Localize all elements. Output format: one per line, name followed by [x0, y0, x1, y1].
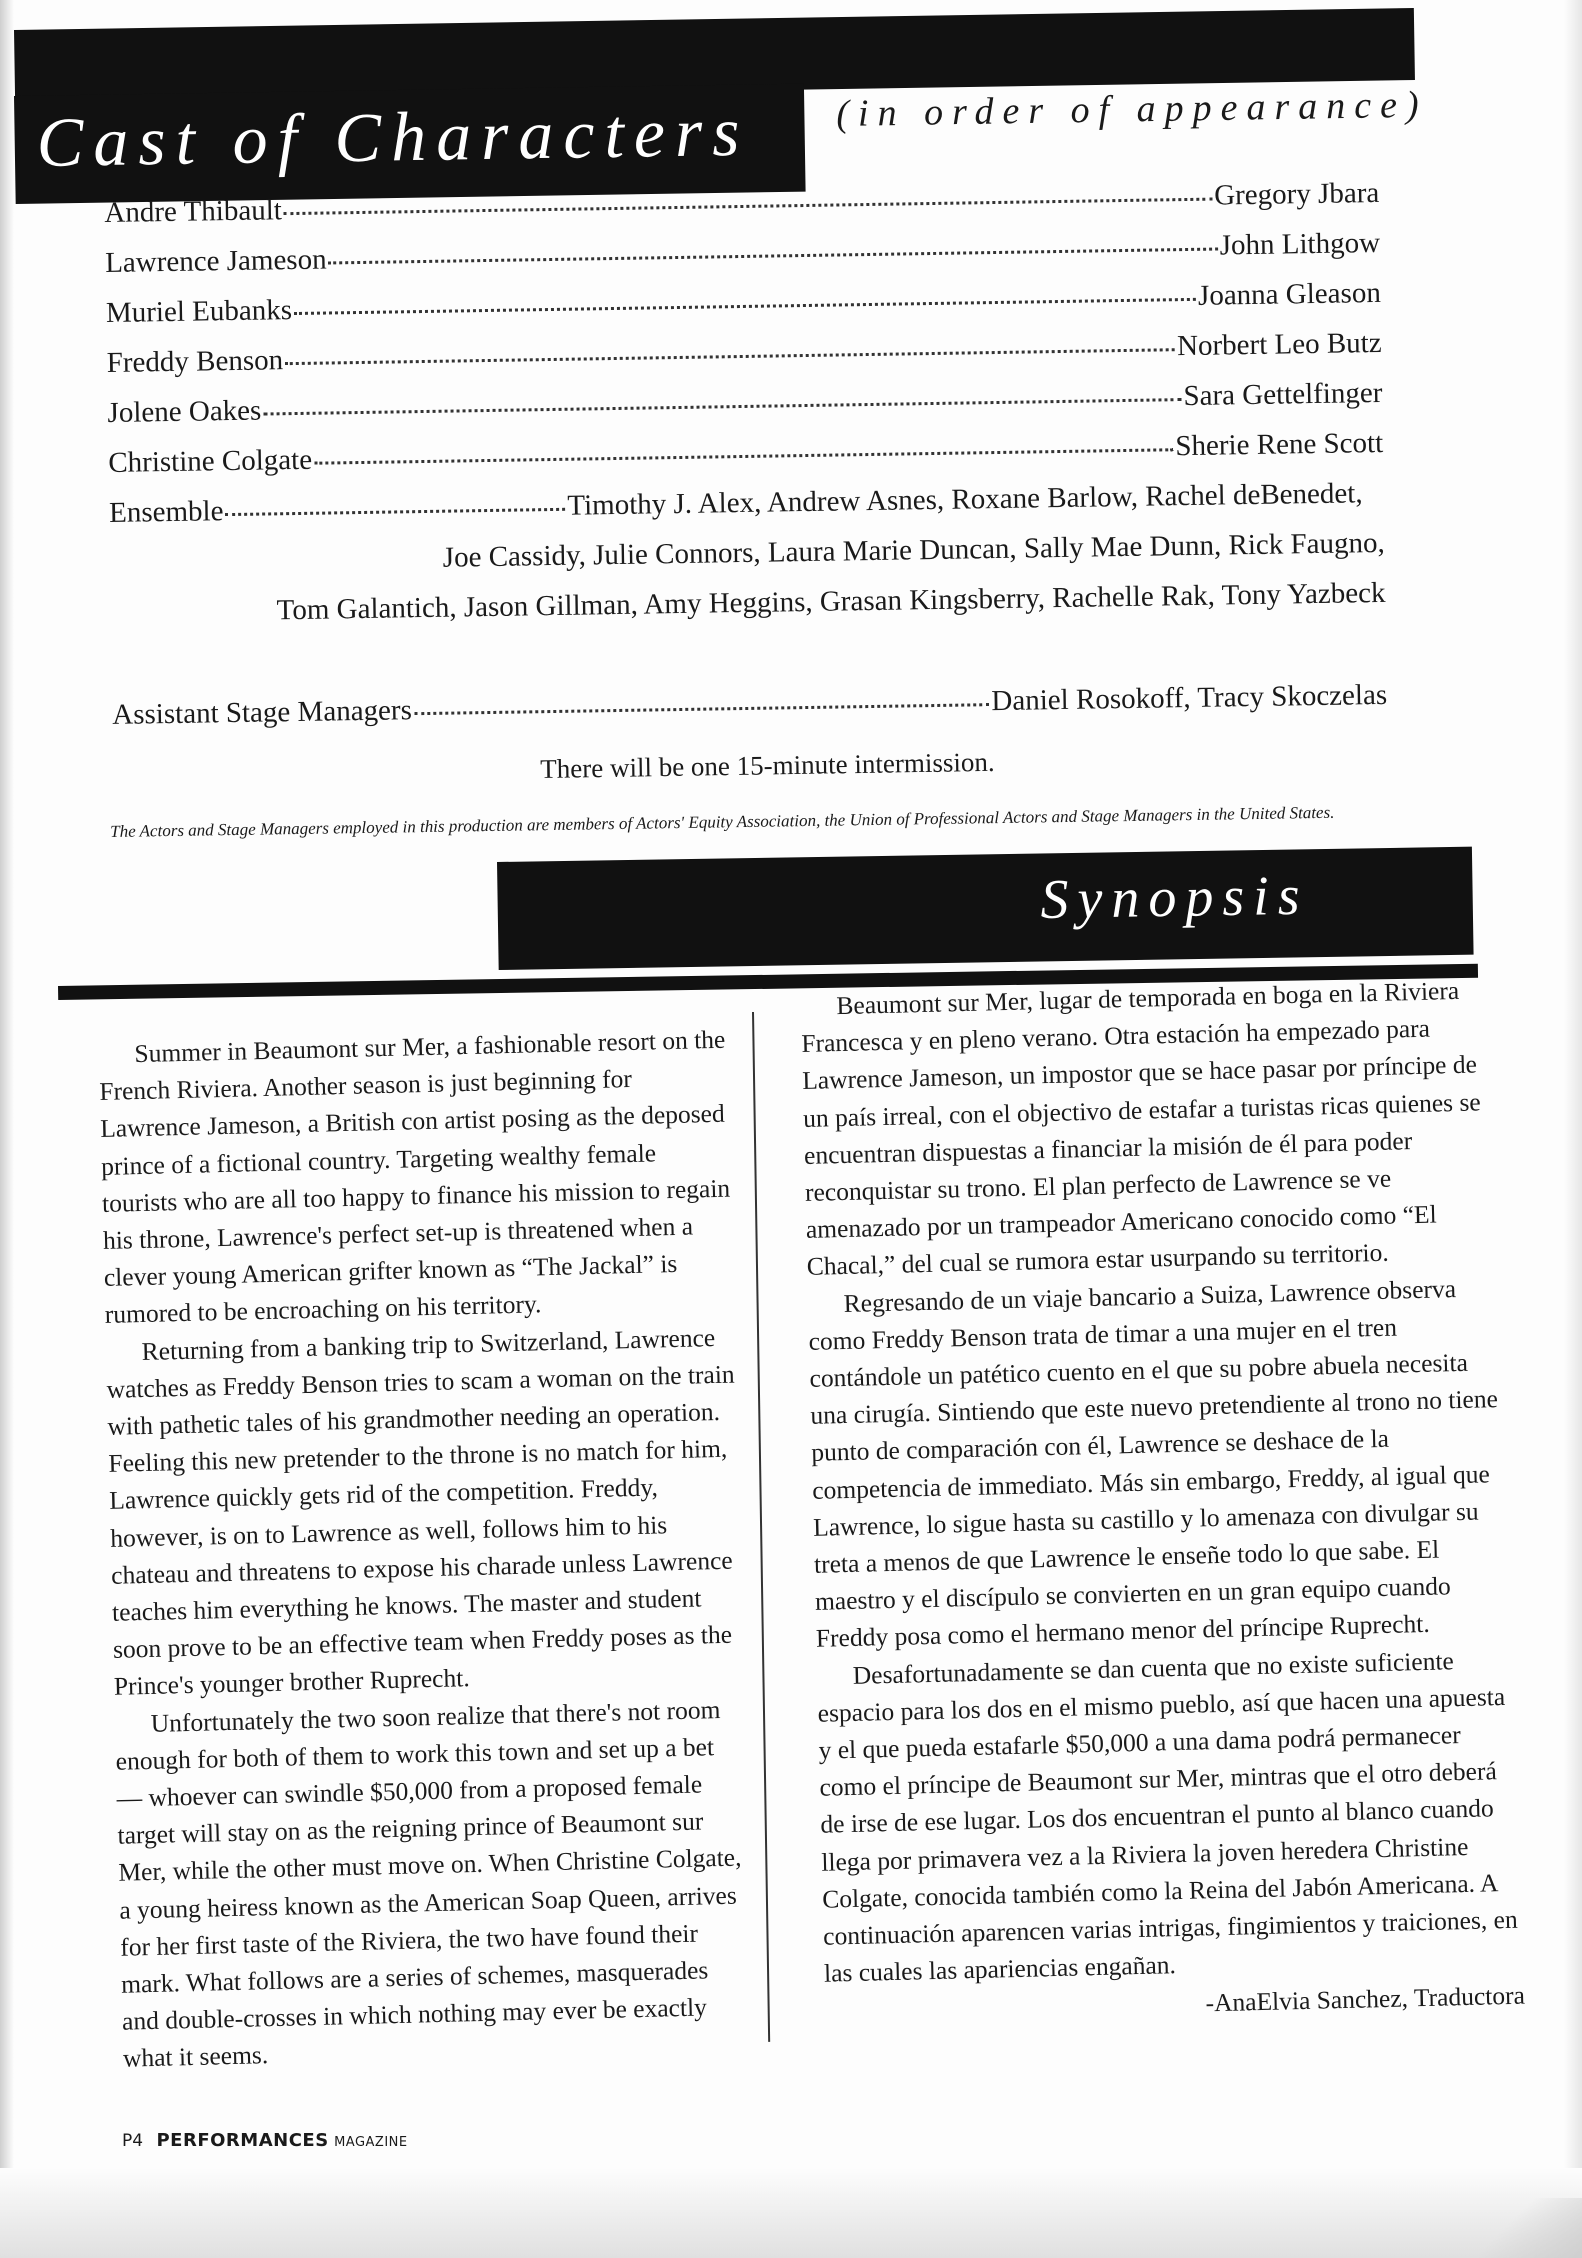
ensemble-line-1: Timothy J. Alex, Andrew Asnes, Roxane Barlow, Rachel deBenedet, [567, 477, 1363, 522]
ensemble-line-2: Joe Cassidy, Julie Connors, Laura Marie Duncan, Sally Mae Dunn, Rick Faugno, [442, 526, 1385, 574]
leader-dots [414, 702, 990, 715]
translator-credit: -AnaElvia Sanchez, Traductora [1205, 1981, 1526, 2018]
magazine-name: PERFORMANCES [156, 2130, 329, 2151]
cast-role: Freddy Benson [106, 344, 284, 379]
cast-list [104, 168, 1388, 740]
synopsis-spanish-column [800, 971, 1525, 2031]
page-footer [122, 2130, 408, 2151]
scan-edge-left [0, 0, 14, 2258]
leader-dots [285, 347, 1175, 365]
intermission-note: There will be one 15-minute intermission. [540, 746, 995, 784]
synopsis-paragraph: Unfortunately the two soon realize that there's not room enough for both of them to work this town and set up a bet — whoever can swindle $50,000 from a proposed female target will stay on as the reigning prince of Beaumont sur Mer, while the other must move on. When Christine Colgate, a young heiress known as the American Soap Queen, arrives for her first taste of the Riviera, the two have found their mark. What follows are a series of schemes, masquerades and double-crosses in which nothing may ever be exactly what it seems. [115, 1694, 742, 2074]
synopsis-paragraph: Summer in Beaumont sur Mer, a fashionable resort on the French Riviera. Another season is just beginning for Lawrence Jameson, a British con artist posing as the deposed prince of a fictional country. Targeting wealthy female tourists who are all too happy to finance his mission to regain his throne, Lawrence's perfect set-up is threatened when a clever young American grifter known as “The Jackal” is rumored to be encroaching on his territory. [99, 1024, 731, 1330]
cast-actor: Sherie Rene Scott [1175, 426, 1384, 463]
cast-actor: John Lithgow [1219, 226, 1381, 262]
page-corner-shadow [1462, 2198, 1582, 2258]
cast-actor: Gregory Jbara [1213, 176, 1380, 212]
cast-role: Andre Thibault [104, 194, 283, 229]
leader-dots [314, 447, 1173, 464]
cast-title: Cast of Characters [36, 93, 750, 182]
page-number: P4 [122, 2131, 144, 2151]
cast-subtitle: (in order of appearance) [836, 83, 1428, 135]
leader-dots [329, 247, 1218, 265]
synopsis-paragraph: Regresando de un viaje bancario a Suiza, Lawrence observa como Freddy Benson trata de timar a una mujer en el tren contándole un patético cuento en el que su pobre abuela necesita una cirugía. Sintiendo que este nuevo pretendiente al trono no tiene punto de comparación con él, Lawrence se deshace de la competencia de immediato. Más sin embargo, Freddy, al igual que Lawrence, lo sigue hasta su castillo y lo amenaza con divulgar su treta a menos de que Lawrence le enseñe todo lo que sabe. El maestro y el discípulo se convierten en un gran equipo cuando Freddy posa como el hermano menor del príncipe Ruprecht. [808, 1273, 1499, 1654]
equity-note: The Actors and Stage Managers employed in this production are members of Actors' Equity Association, the Union of Professional Actors and Stage Managers in the United States. [110, 802, 1335, 841]
synopsis-paragraph: Desafortunadamente se dan cuenta que no existe suficiente espacio para los dos en el mismo pueblo, así que hacen una apuesta y el que pueda estafarle $50,000 a una dama podrá permanecer como el príncipe de Beaumont sur Mer, mintras que el otro deberá de irse de ese lugar. Los dos encuentran el punto al blanco cuando llega por primavera vez a la Riviera la joven heredera Christine Colgate, conocida también como la Reina del Jabón Americana. A continuación aparencen varias intrigas, fingimientos y traiciones, en las cuales las apariencias engañan. [817, 1645, 1518, 1988]
synopsis-title: Synopsis [1040, 864, 1309, 931]
cast-role: Christine Colgate [108, 443, 313, 479]
leader-dots [225, 507, 565, 516]
cast-role: Lawrence Jameson [104, 243, 327, 279]
ensemble-line-3: Tom Galantich, Jason Gillman, Amy Heggins, Grasan Kingsberry, Rachelle Rak, Tony Yazbeck [276, 576, 1386, 627]
cast-actor: Joanna Gleason [1197, 276, 1382, 312]
stage-managers-role: Assistant Stage Managers [112, 694, 413, 731]
magazine-suffix: MAGAZINE [334, 2135, 408, 2150]
scan-edge-bottom [0, 2168, 1582, 2258]
leader-dots [263, 397, 1181, 415]
synopsis-english-column [98, 1021, 753, 2078]
cast-actor: Norbert Leo Butz [1176, 326, 1382, 363]
column-divider [752, 1012, 770, 2042]
leader-dots [294, 297, 1196, 315]
synopsis-paragraph: Beaumont sur Mer, lugar de temporada en boga en la Riviera Francesca y en pleno verano. Otra estación ha empezado para Lawrence Jameson, un impostor que se hace pasar por príncipe de un país irreal, con el objectivo de estafar a turistas ricas quienes se encuentran dispuestas a financiar la misión de él para poder reconquistar su trono. El plan perfecto de Lawrence se ve amenazado por un trampeador Americano conocido como “El Chacal,” del cual se rumora estar usurpando su territorio. [801, 975, 1481, 1282]
stage-managers-names: Daniel Rosokoff, Tracy Skoczelas [991, 678, 1388, 718]
cast-actor: Sara Gettelfinger [1183, 376, 1383, 413]
cast-role: Muriel Eubanks [105, 294, 293, 329]
leader-dots [284, 197, 1212, 216]
synopsis-paragraph: Returning from a banking trip to Switzerland, Lawrence watches as Freddy Benson tries to scam a woman on the train with pathetic tales of his grandmother needing an operation. Feeling this new pretender to the throne is no match for him, Lawrence quickly gets rid of the competition. Freddy, however, is on to Lawrence as well, follows him to his chateau and threatens to expose his charade unless Lawrence teaches him everything he knows. The master and student soon prove to be an effective team when Freddy poses as the Prince's younger brother Ruprecht. [106, 1322, 735, 1702]
cast-role: Jolene Oakes [107, 394, 262, 429]
scan-edge-right [1564, 0, 1582, 2258]
ensemble-role: Ensemble [108, 495, 224, 529]
synopsis-title-box [497, 847, 1474, 970]
